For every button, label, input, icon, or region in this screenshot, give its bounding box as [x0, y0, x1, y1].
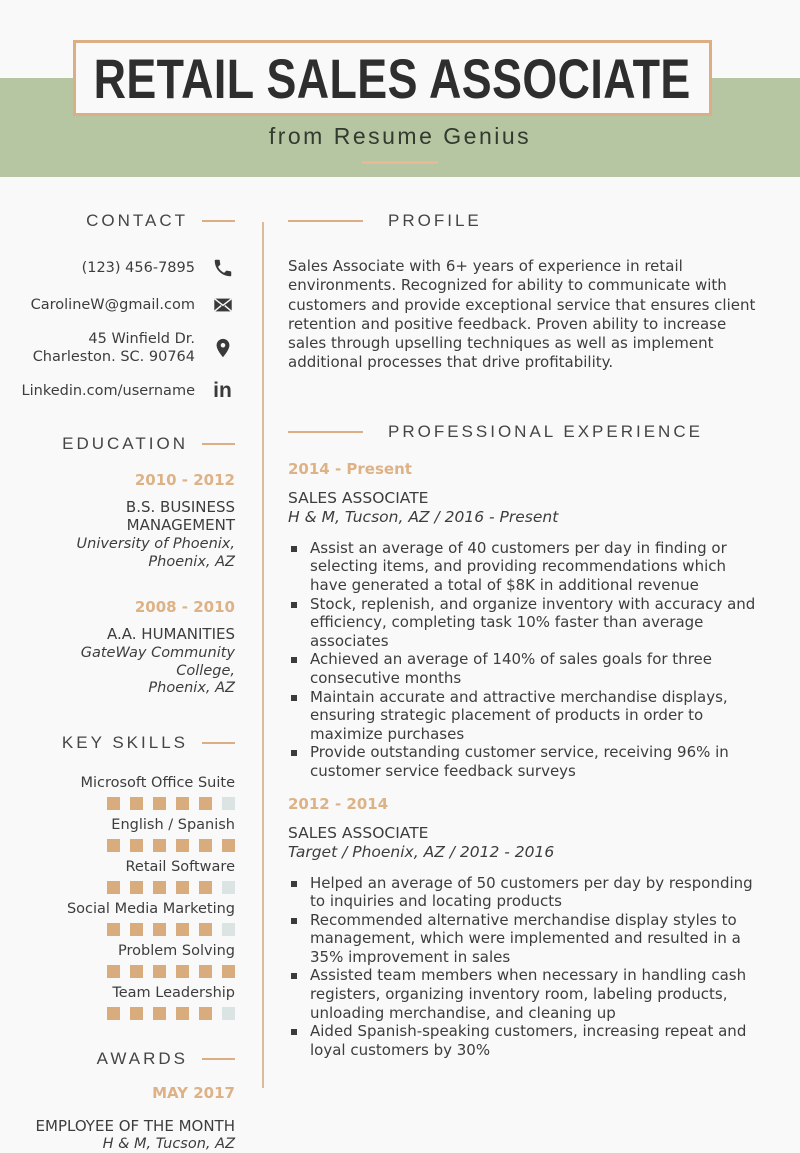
text-line: CarolineW@gmail.com — [31, 296, 195, 314]
experience-bullet: Maintain accurate and attractive merchandise displays, ensuring strategic placement of products in order to maximize purchases — [288, 688, 760, 744]
education-school — [30, 645, 235, 698]
skill-square-empty — [222, 881, 235, 894]
skill-row — [30, 984, 235, 1020]
title-box — [73, 40, 712, 116]
profile-heading — [288, 212, 760, 230]
contact-list — [30, 256, 235, 403]
skill-square-empty — [222, 1007, 235, 1020]
education-entry — [30, 598, 235, 698]
skill-row — [30, 942, 235, 978]
skill-square-filled — [176, 797, 189, 810]
skill-square-filled — [153, 965, 166, 978]
skill-level-bar — [30, 965, 235, 978]
skill-square-empty — [222, 923, 235, 936]
heading-dash — [202, 443, 235, 445]
skill-square-filled — [107, 797, 120, 810]
experience-bullet: Helped an average of 50 customers per day by responding to inquiries and locating products — [288, 874, 760, 911]
experience-bullet: Assisted team members when necessary in handling cash registers, organizing inventory room, labeling products, unloading merchandise, and cleaning up — [288, 966, 760, 1022]
contact-item — [30, 379, 235, 403]
job-title: SALES ASSOCIATE — [288, 824, 760, 843]
text-line: GateWay Community College, — [30, 645, 235, 680]
skill-level-bar — [30, 1007, 235, 1020]
page-title: RETAIL SALES ASSOCIATE — [94, 46, 691, 111]
experience-bullet: Assist an average of 40 customers per day in finding or selecting items, and providing recommendations which have generated a total of $8K in additional revenue — [288, 539, 760, 595]
phone-icon — [210, 257, 235, 279]
skill-square-filled — [107, 881, 120, 894]
skill-square-filled — [130, 1007, 143, 1020]
page-subtitle: from Resume Genius — [0, 123, 800, 150]
experience-bullet: Achieved an average of 140% of sales goals for three consecutive months — [288, 650, 760, 687]
contact-heading — [30, 212, 235, 230]
education-list — [30, 471, 235, 698]
education-section — [30, 435, 235, 698]
skill-square-filled — [153, 881, 166, 894]
contact-section — [30, 212, 235, 403]
skill-square-filled — [176, 923, 189, 936]
job-bullet-list — [288, 539, 760, 781]
education-degree: A.A. HUMANITIES — [30, 625, 235, 643]
location-icon — [210, 337, 235, 359]
column-divider — [262, 222, 264, 1088]
heading-dash — [202, 1058, 235, 1060]
skill-square-filled — [153, 839, 166, 852]
heading-dash — [288, 431, 363, 433]
linkedin-icon: in — [210, 380, 235, 402]
education-school — [30, 536, 235, 571]
contact-item — [30, 330, 235, 366]
contact-item — [30, 256, 235, 280]
skill-square-filled — [107, 839, 120, 852]
contact-item-text — [22, 382, 195, 400]
experience-heading-label: PROFESSIONAL EXPERIENCE — [388, 423, 703, 441]
job-bullet-list — [288, 874, 760, 1060]
awards-list — [30, 1084, 235, 1153]
education-dates: 2008 - 2010 — [30, 598, 235, 616]
skill-square-filled — [130, 797, 143, 810]
skill-square-filled — [199, 1007, 212, 1020]
skill-row — [30, 858, 235, 894]
text-line: 45 Winfield Dr. — [33, 330, 195, 348]
skill-square-empty — [222, 797, 235, 810]
text-line: (123) 456-7895 — [82, 259, 195, 277]
skill-label: Microsoft Office Suite — [30, 774, 235, 792]
experience-heading — [288, 423, 760, 441]
key-skills-heading-label: KEY SKILLS — [62, 734, 188, 752]
heading-dash — [288, 220, 363, 222]
hero-header — [0, 0, 800, 177]
contact-item-text — [82, 259, 195, 277]
education-entry — [30, 471, 235, 571]
skill-square-filled — [153, 923, 166, 936]
profile-text: Sales Associate with 6+ years of experience in retail environments. Recognized for ability to communicate with customers and provide exceptional service that ensures client retention and positive feedback. Proven ability to increase sales through upselling techniques as well as implement additional processes that drive profitability. — [288, 257, 760, 373]
experience-bullet: Provide outstanding customer service, receiving 96% in customer service feedback surveys — [288, 743, 760, 780]
text-line: Linkedin.com/username — [22, 382, 195, 400]
skill-square-filled — [107, 965, 120, 978]
skill-square-filled — [222, 965, 235, 978]
contact-heading-label: CONTACT — [86, 212, 188, 230]
contact-item — [30, 293, 235, 317]
job-company-location: H & M, Tucson, AZ / 2016 - Present — [288, 508, 760, 527]
heading-dash — [202, 220, 235, 222]
job-company-location: Target / Phoenix, AZ / 2012 - 2016 — [288, 843, 760, 862]
skill-square-filled — [199, 881, 212, 894]
job-dates: 2014 - Present — [288, 460, 760, 478]
skills-list — [30, 774, 235, 1020]
skill-square-filled — [176, 1007, 189, 1020]
skill-level-bar — [30, 839, 235, 852]
education-heading-label: EDUCATION — [62, 435, 188, 453]
experience-jobs — [288, 460, 760, 1060]
skill-square-filled — [199, 965, 212, 978]
skill-square-filled — [199, 923, 212, 936]
contact-item-text — [33, 330, 195, 366]
awards-heading — [30, 1050, 235, 1068]
key-skills-heading — [30, 734, 235, 752]
education-heading — [30, 435, 235, 453]
skill-square-filled — [153, 1007, 166, 1020]
skill-square-filled — [199, 839, 212, 852]
profile-heading-label: PROFILE — [388, 212, 482, 230]
key-skills-section — [30, 734, 235, 1020]
skill-row — [30, 774, 235, 810]
sidebar — [30, 212, 235, 1153]
award-entry — [30, 1084, 235, 1153]
skill-square-filled — [107, 923, 120, 936]
job-title: SALES ASSOCIATE — [288, 489, 760, 508]
job-dates: 2012 - 2014 — [288, 795, 760, 813]
job-entry — [288, 460, 760, 781]
experience-bullet: Aided Spanish-speaking customers, increasing repeat and loyal customers by 30% — [288, 1022, 760, 1059]
experience-bullet: Stock, replenish, and organize inventory with accuracy and efficiency, completing task 10% faster than average associates — [288, 595, 760, 651]
experience-bullet: Recommended alternative merchandise display styles to management, which were implemented and resulted in a 35% improvement in sales — [288, 911, 760, 967]
skill-square-filled — [130, 839, 143, 852]
skill-square-filled — [130, 881, 143, 894]
subtitle-underline — [362, 161, 438, 164]
awards-section — [30, 1050, 235, 1153]
text-line: Phoenix, AZ — [30, 554, 235, 572]
education-dates: 2010 - 2012 — [30, 471, 235, 489]
skill-label: Social Media Marketing — [30, 900, 235, 918]
skill-square-filled — [199, 797, 212, 810]
job-entry — [288, 795, 760, 1060]
award-organization: H & M, Tucson, AZ — [30, 1136, 235, 1153]
skill-level-bar — [30, 881, 235, 894]
main-column — [288, 212, 760, 1059]
skill-square-filled — [176, 881, 189, 894]
skill-row — [30, 816, 235, 852]
skill-level-bar — [30, 797, 235, 810]
text-line: Phoenix, AZ — [30, 680, 235, 698]
email-icon — [210, 294, 235, 316]
skill-square-filled — [176, 965, 189, 978]
heading-dash — [202, 742, 235, 744]
skill-square-filled — [130, 923, 143, 936]
skill-square-filled — [153, 797, 166, 810]
award-dates: MAY 2017 — [30, 1084, 235, 1102]
skill-label: English / Spanish — [30, 816, 235, 834]
skill-row — [30, 900, 235, 936]
skill-square-filled — [130, 965, 143, 978]
text-line: Charleston. SC. 90764 — [33, 348, 195, 366]
text-line: University of Phoenix, — [30, 536, 235, 554]
skill-square-filled — [222, 839, 235, 852]
awards-heading-label: AWARDS — [97, 1050, 188, 1068]
award-title: EMPLOYEE OF THE MONTH — [30, 1117, 235, 1135]
skill-label: Problem Solving — [30, 942, 235, 960]
skill-label: Retail Software — [30, 858, 235, 876]
skill-label: Team Leadership — [30, 984, 235, 1002]
education-degree: B.S. BUSINESS MANAGEMENT — [30, 498, 235, 534]
skill-square-filled — [107, 1007, 120, 1020]
skill-square-filled — [176, 839, 189, 852]
contact-item-text — [31, 296, 195, 314]
skill-level-bar — [30, 923, 235, 936]
